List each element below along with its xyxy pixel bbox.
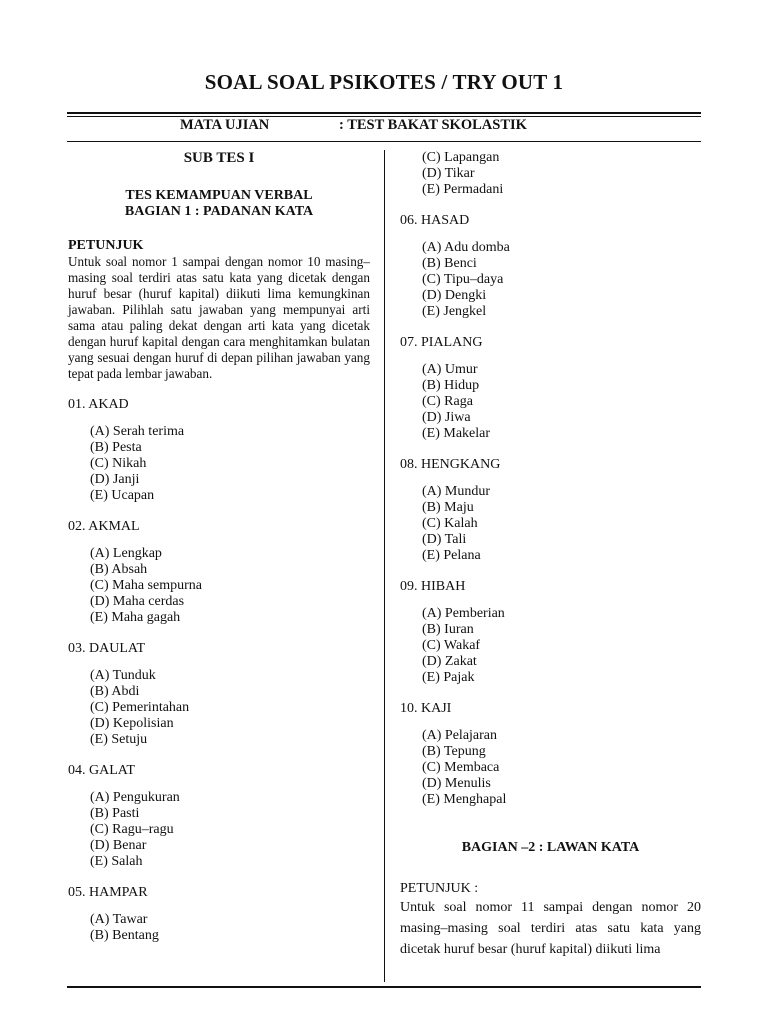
answer-option: (A) Pengukuran (90, 790, 180, 805)
question-item (68, 397, 370, 504)
answer-option: (E) Ucapan (90, 488, 155, 503)
column-divider (384, 150, 385, 982)
subject-label: MATA UJIAN (180, 117, 270, 133)
answer-options (68, 546, 370, 626)
answer-option: (A) Lengkap (90, 546, 162, 561)
answer-option: (A) Umur (422, 362, 478, 377)
question-item (68, 641, 370, 748)
question-word: 10. KAJI (400, 701, 452, 716)
petunjuk-label: PETUNJUK (68, 238, 144, 253)
question-item (400, 457, 701, 564)
answer-option: (E) Permadani (422, 182, 504, 197)
answer-options (400, 362, 701, 442)
answer-option: (B) Pasti (90, 806, 140, 821)
bagian2-text: Untuk soal nomor 11 sampai dengan nomor 20 masing–masing soal terdiri atas satu kata yang dicetak huruf besar (huruf kapital) diikuti lima (400, 900, 701, 957)
question-word: 05. HAMPAR (68, 885, 148, 900)
question-word: 08. HENGKANG (400, 457, 501, 472)
answer-option: (D) Dengki (422, 288, 487, 303)
answer-option: (B) Absah (90, 562, 148, 577)
answer-option: (C) Pemerintahan (90, 700, 190, 715)
answer-option: (B) Iuran (422, 622, 474, 637)
question-item (68, 519, 370, 626)
question-item (400, 701, 701, 808)
bagian2-petunjuk-label: PETUNJUK : (400, 881, 479, 896)
answer-option: (C) Maha sempurna (90, 578, 202, 593)
answer-option: (D) Janji (90, 472, 140, 487)
answer-option: (B) Maju (422, 500, 474, 515)
question-word: 01. AKAD (68, 397, 129, 412)
answer-option: (D) Menulis (422, 776, 491, 791)
answer-options (68, 668, 370, 748)
left-column (68, 150, 370, 944)
answer-option: (A) Mundur (422, 484, 491, 499)
answer-options (400, 240, 701, 320)
question-word: 04. GALAT (68, 763, 135, 778)
question-word: 09. HIBAH (400, 579, 466, 594)
question-item (400, 213, 701, 320)
answer-option: (A) Pemberian (422, 606, 505, 621)
answer-option: (C) Kalah (422, 516, 478, 531)
bagian2-title: BAGIAN –2 : LAWAN KATA (461, 840, 640, 855)
answer-options (400, 484, 701, 564)
subject-value: : TEST BAKAT SKOLASTIK (339, 117, 527, 133)
answer-option: (D) Zakat (422, 654, 477, 669)
answer-option: (D) Tikar (422, 166, 475, 181)
answer-option: (E) Jengkel (422, 304, 487, 319)
section-subtitle: BAGIAN 1 : PADANAN KATA (124, 204, 314, 219)
answer-option: (D) Kepolisian (90, 716, 174, 731)
answer-option: (E) Menghapal (422, 792, 507, 807)
continued-options (400, 150, 701, 198)
section-title: TES KEMAMPUAN VERBAL (125, 188, 313, 203)
question-word: 06. HASAD (400, 213, 470, 228)
answer-option: (C) Tipu–daya (422, 272, 504, 287)
question-word: 02. AKMAL (68, 519, 140, 534)
top-rule-thick (67, 112, 701, 114)
answer-option: (B) Abdi (90, 684, 140, 699)
answer-option: (B) Tepung (422, 744, 486, 759)
subject-rule (67, 141, 701, 142)
answer-option: (D) Benar (90, 838, 147, 853)
answer-option: (E) Makelar (422, 426, 491, 441)
answer-option: (C) Lapangan (422, 150, 500, 165)
question-item (68, 763, 370, 870)
answer-option: (B) Bentang (90, 928, 159, 943)
answer-option: (A) Serah terima (90, 424, 185, 439)
answer-option: (E) Setuju (90, 732, 148, 747)
question-word: 07. PIALANG (400, 335, 483, 350)
answer-option: (E) Maha gagah (90, 610, 181, 625)
answer-options (400, 606, 701, 686)
answer-options (68, 790, 370, 870)
answer-option: (A) Adu domba (422, 240, 510, 255)
answer-options (68, 912, 370, 944)
answer-options (400, 728, 701, 808)
answer-option: (A) Tawar (90, 912, 148, 927)
answer-option: (B) Hidup (422, 378, 480, 393)
answer-option: (D) Tali (422, 532, 467, 547)
answer-option: (E) Pajak (422, 670, 475, 685)
answer-option: (E) Pelana (422, 548, 481, 563)
left-question-list (68, 397, 370, 944)
answer-option: (C) Raga (422, 394, 473, 409)
question-word: 03. DAULAT (68, 641, 145, 656)
answer-option: (B) Pesta (90, 440, 142, 455)
question-item (400, 579, 701, 686)
petunjuk-text: Untuk soal nomor 1 sampai dengan nomor 10 masing–masing soal terdiri atas satu kata yang dicetak dengan huruf besar (huruf kapital) diikuti lima kemungkinan jawaban. Pilihlah satu jawaban yang mempunyai arti sama atau paling dekat dengan arti kata yang dicetak dengan huruf kapital dengan cara menghitamkan bulatan yang sesuai dengan huruf di depan pilihan jawaban yang tepat pada lembar jawaban. (68, 254, 370, 381)
right-column (400, 150, 701, 960)
answer-options (68, 424, 370, 504)
answer-option: (C) Membaca (422, 760, 500, 775)
answer-option: (C) Nikah (90, 456, 147, 471)
question-item (400, 335, 701, 442)
answer-option: (C) Wakaf (422, 638, 481, 653)
answer-option: (D) Maha cerdas (90, 594, 185, 609)
right-question-list (400, 213, 701, 808)
bottom-rule (67, 986, 701, 988)
answer-option: (C) Ragu–ragu (90, 822, 174, 837)
answer-option: (B) Benci (422, 256, 477, 271)
answer-option: (A) Pelajaran (422, 728, 498, 743)
sub-tes-heading: SUB TES I (183, 150, 255, 166)
answer-option: (A) Tunduk (90, 668, 156, 683)
question-item (68, 885, 370, 944)
page-title: SOAL SOAL PSIKOTES / TRY OUT 1 (204, 70, 564, 94)
answer-option: (E) Salah (90, 854, 143, 869)
answer-option: (D) Jiwa (422, 410, 471, 425)
